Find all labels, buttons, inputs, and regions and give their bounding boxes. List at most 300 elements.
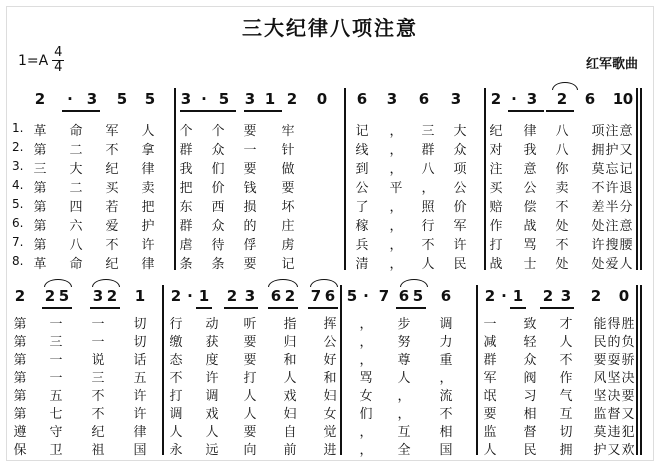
lyric-char: 轻 (523, 335, 537, 350)
lyric-char: 国 (439, 443, 453, 458)
lyric-char: 动 (205, 317, 219, 332)
lyric-char: 得 (607, 317, 621, 332)
song-credit: 红军歌曲 (585, 57, 638, 72)
lyric-char: 许 (133, 407, 147, 422)
lyric-char: 坚 (593, 389, 607, 404)
lyric-char: 腰 (619, 238, 633, 253)
lyric-char: 不 (91, 389, 105, 404)
lyric-char: 全 (397, 443, 411, 458)
lyric-char: 士 (523, 257, 537, 272)
lyric-char: 稼 (355, 219, 369, 234)
lyric-char: 调 (439, 317, 453, 332)
lyric-char: 听 (243, 317, 257, 332)
eighth-beam (180, 110, 236, 112)
note: · (187, 287, 193, 305)
lyric-char: 行 (421, 219, 435, 234)
time-bottom: 4 (54, 60, 63, 75)
lyric-char: 人 (169, 425, 183, 440)
lyric-char: 人 (559, 335, 573, 350)
lyric-char: 调 (169, 407, 183, 422)
lyric-char: 妇 (323, 389, 337, 404)
lyric-char: 二 (69, 181, 83, 196)
lyric-char: 氓 (483, 389, 497, 404)
lyric-char: 不 (439, 407, 453, 422)
note: 6 (398, 287, 410, 305)
lyric-char: 人 (283, 371, 297, 386)
lyric-char: 违 (607, 425, 621, 440)
eighth-beam (224, 307, 258, 309)
lyric-char: 价 (211, 181, 225, 196)
lyric-char: 国 (133, 443, 147, 458)
lyric-char: 习 (523, 389, 537, 404)
lyric-row (0, 439, 660, 456)
lyric-char: 一 (91, 335, 105, 350)
lyric-char: 永 (169, 443, 183, 458)
note: 2 (590, 287, 602, 305)
lyric-char: 命 (69, 124, 83, 139)
lyric-char: 打 (243, 371, 257, 386)
song-title: 三大纪律八项注意 (242, 16, 418, 40)
eighth-beam (196, 307, 212, 309)
lyric-char: 二 (69, 143, 83, 158)
eighth-beam (268, 307, 298, 309)
lyric-char: 监 (593, 407, 607, 422)
lyric-char: 人 (397, 371, 411, 386)
lyric-char: 胜 (621, 317, 635, 332)
lyric-char: 一 (91, 317, 105, 332)
lyric-char: 群 (179, 219, 193, 234)
note: · (501, 287, 507, 305)
lyric-row (0, 253, 660, 270)
lyric-char: 们 (211, 162, 225, 177)
lyric-char: 到 (355, 162, 369, 177)
lyric-char: 不 (555, 200, 569, 215)
lyric-char: 大 (453, 124, 467, 139)
lyric-char: 负 (621, 335, 635, 350)
lyric-char: 觉 (323, 425, 337, 440)
lyric-char: 要 (243, 353, 257, 368)
verse-number: 8. (12, 254, 24, 268)
lyric-char: 待 (211, 238, 225, 253)
lyric-char: 虏 (281, 238, 295, 253)
verse-number: 6. (12, 216, 24, 230)
lyric-char: 行 (169, 317, 183, 332)
lyric-char: 远 (205, 443, 219, 458)
lyric-char: 决 (607, 389, 621, 404)
lyric-char: ， (397, 407, 411, 422)
lyric-char: 犯 (621, 425, 635, 440)
verse-number: 5. (12, 197, 24, 211)
note: 0 (316, 90, 328, 108)
lyric-row (0, 385, 660, 402)
note: 5 (218, 90, 230, 108)
lyric-char: 能 (593, 317, 607, 332)
time-signature (52, 46, 64, 75)
lyric-char: 调 (205, 389, 219, 404)
lyric-char: 守 (49, 425, 63, 440)
lyric-char: 差 (591, 200, 605, 215)
lyric-char: 律 (141, 162, 155, 177)
lyric-char: 要 (593, 353, 607, 368)
note: 1 (198, 287, 210, 305)
lyric-char: 拥 (591, 143, 605, 158)
lyric-char: 和 (283, 353, 297, 368)
lyric-char: 流 (439, 389, 453, 404)
lyric-char: 自 (283, 425, 297, 440)
note: 2 (34, 90, 46, 108)
note: 3 (386, 90, 398, 108)
lyric-char: 人 (243, 407, 257, 422)
lyric-char: ， (397, 389, 411, 404)
lyric-char: 军 (483, 371, 497, 386)
lyric-row (0, 139, 660, 156)
lyric-row (0, 367, 660, 384)
lyric-char: 三 (33, 162, 47, 177)
lyric-char: 第 (13, 389, 27, 404)
lyric-char: 监 (483, 425, 497, 440)
lyric-char: 遵 (13, 425, 27, 440)
lyric-char: 我 (179, 162, 193, 177)
lyric-char: 一 (49, 317, 63, 332)
lyric-char: 不 (559, 353, 573, 368)
lyric-char: 我 (523, 143, 537, 158)
lyric-char: 打 (489, 238, 503, 253)
lyric-char: 许 (453, 238, 467, 253)
lyric-char: 的 (243, 219, 257, 234)
lyric-char: 革 (33, 124, 47, 139)
lyric-char: 缴 (169, 335, 183, 350)
lyric-char: 阀 (523, 371, 537, 386)
lyric-char: 又 (607, 443, 621, 458)
lyric-char: 保 (13, 443, 27, 458)
lyric-char: 偿 (523, 200, 537, 215)
verse-number: 2. (12, 140, 24, 154)
lyric-char: 相 (523, 407, 537, 422)
lyric-char: 骄 (621, 353, 635, 368)
lyric-char: 人 (141, 124, 155, 139)
lyric-row (0, 234, 660, 251)
lyric-char: 互 (397, 425, 411, 440)
lyric-char: 骂 (523, 238, 537, 253)
lyric-char: 第 (33, 200, 47, 215)
note: 3 (180, 90, 192, 108)
lyric-char: 致 (523, 317, 537, 332)
lyric-char: ， (421, 181, 435, 196)
lyric-char: 把 (141, 200, 155, 215)
note: 6 (440, 287, 452, 305)
lyric-char: 卫 (49, 443, 63, 458)
lyric-char: 群 (421, 143, 435, 158)
lyric-char: 五 (49, 389, 63, 404)
note: 2 (284, 287, 296, 305)
note: 5 (116, 90, 128, 108)
lyric-char: 众 (453, 143, 467, 158)
lyric-char: 力 (439, 335, 453, 350)
lyric-char: 挥 (323, 317, 337, 332)
lyric-char: 第 (33, 143, 47, 158)
lyric-char: 记 (281, 257, 295, 272)
lyric-char: ， (389, 162, 403, 177)
lyric-char: 三 (421, 124, 435, 139)
note: 1 (612, 90, 624, 108)
lyric-char: 努 (397, 335, 411, 350)
lyric-char: 又 (619, 143, 633, 158)
note: 7 (378, 287, 390, 305)
lyric-char: 照 (421, 200, 435, 215)
lyric-char: 七 (49, 407, 63, 422)
lyric-char: 前 (283, 443, 297, 458)
note: 6 (356, 90, 368, 108)
lyric-char: 你 (555, 162, 569, 177)
lyric-char: 女 (359, 389, 373, 404)
lyric-char: 祖 (91, 443, 105, 458)
lyric-char: 注 (489, 162, 503, 177)
lyric-char: 民 (453, 257, 467, 272)
verse-number: 1. (12, 121, 24, 135)
lyric-char: 许 (605, 181, 619, 196)
lyric-row (0, 158, 660, 175)
lyric-char: 一 (483, 317, 497, 332)
lyric-char: 公 (453, 181, 467, 196)
lyric-char: 人 (421, 257, 435, 272)
lyric-char: 说 (91, 353, 105, 368)
lyric-char: 一 (243, 143, 257, 158)
lyric-char: 记 (355, 124, 369, 139)
lyric-char: 五 (133, 371, 147, 386)
eighth-beam (308, 307, 338, 309)
lyric-char: 要 (243, 162, 257, 177)
lyric-char: 西 (211, 200, 225, 215)
note: 6 (270, 287, 282, 305)
lyric-char: 向 (243, 443, 257, 458)
lyric-char: 拿 (141, 143, 155, 158)
lyric-char: 要 (281, 181, 295, 196)
lyric-char: 督 (607, 407, 621, 422)
lyric-row (0, 215, 660, 232)
lyric-char: 爱 (605, 257, 619, 272)
lyric-char: 切 (133, 335, 147, 350)
lyric-char: 钱 (243, 181, 257, 196)
note: 2 (556, 90, 568, 108)
verse-number: 4. (12, 178, 24, 192)
lyric-char: 第 (13, 407, 27, 422)
lyric-char: 注 (605, 124, 619, 139)
lyric-char: 一 (49, 353, 63, 368)
lyric-char: 对 (489, 143, 503, 158)
lyric-char: 众 (211, 143, 225, 158)
lyric-char: 三 (49, 335, 63, 350)
lyric-char: 分 (619, 200, 633, 215)
note: · (363, 287, 369, 305)
lyric-char: 又 (621, 407, 635, 422)
eighth-beam (42, 307, 72, 309)
lyric-char: 许 (591, 238, 605, 253)
lyric-char: 相 (439, 425, 453, 440)
lyric-char: 才 (559, 317, 573, 332)
eighth-beam (540, 307, 574, 309)
lyric-char: 妇 (283, 407, 297, 422)
lyric-row (0, 421, 660, 438)
note: 1 (134, 287, 146, 305)
lyric-char: 纪 (105, 257, 119, 272)
lyric-char: 女 (323, 407, 337, 422)
lyric-char: 针 (281, 143, 295, 158)
lyric-char: 重 (439, 353, 453, 368)
eighth-beam (510, 307, 526, 309)
lyric-char: 注 (605, 219, 619, 234)
lyric-char: 民 (523, 443, 537, 458)
lyric-char: ， (439, 371, 453, 386)
lyric-char: 许 (133, 389, 147, 404)
note: 1 (264, 90, 276, 108)
lyric-char: 要 (243, 335, 257, 350)
lyric-char: 六 (69, 219, 83, 234)
note: · (511, 90, 517, 108)
lyric-char: 气 (559, 389, 573, 404)
lyric-char: 一 (49, 371, 63, 386)
lyric-char: 莫 (593, 425, 607, 440)
time-top: 4 (54, 45, 63, 60)
note: 2 (170, 287, 182, 305)
lyric-char: 价 (453, 200, 467, 215)
lyric-char: 作 (489, 219, 503, 234)
lyric-char: ， (359, 425, 373, 440)
note: 2 (542, 287, 554, 305)
verse-number: 3. (12, 159, 24, 173)
lyric-char: 卖 (555, 181, 569, 196)
lyric-char: 人 (205, 425, 219, 440)
lyric-char: 律 (523, 124, 537, 139)
lyric-char: 的 (607, 335, 621, 350)
lyric-char: 尊 (397, 353, 411, 368)
lyric-row (0, 313, 660, 330)
lyric-char: 爱 (105, 219, 119, 234)
lyric-char: 们 (359, 407, 373, 422)
lyric-char: 军 (105, 124, 119, 139)
lyric-char: 减 (483, 335, 497, 350)
lyric-char: 律 (133, 425, 147, 440)
lyric-row (0, 120, 660, 137)
lyric-char: 和 (323, 371, 337, 386)
lyric-char: 庄 (281, 219, 295, 234)
lyric-char: 第 (33, 219, 47, 234)
lyric-char: 线 (355, 143, 369, 158)
lyric-char: 风 (593, 371, 607, 386)
note: 1 (512, 287, 524, 305)
lyric-char: 忘 (605, 162, 619, 177)
note: 3 (86, 90, 98, 108)
lyric-char: 个 (211, 124, 225, 139)
lyric-char: 俘 (243, 238, 257, 253)
lyric-char: 许 (205, 371, 219, 386)
lyric-char: 八 (69, 238, 83, 253)
lyric-char: 民 (593, 335, 607, 350)
lyric-char: 要 (483, 407, 497, 422)
lyric-char: 不 (169, 371, 183, 386)
key-signature (18, 46, 64, 75)
lyric-char: 四 (69, 200, 83, 215)
lyric-char: 牢 (281, 124, 295, 139)
lyric-char: 平 (389, 181, 403, 196)
lyric-char: 八 (555, 124, 569, 139)
lyric-char: 了 (355, 200, 369, 215)
lyric-char: 公 (355, 181, 369, 196)
lyric-char: 处 (591, 257, 605, 272)
note: 5 (412, 287, 424, 305)
lyric-char: 处 (555, 257, 569, 272)
lyric-char: 买 (105, 181, 119, 196)
lyric-char: 买 (489, 181, 503, 196)
note: · (67, 90, 73, 108)
lyric-char: 互 (559, 407, 573, 422)
lyric-char: 处 (555, 219, 569, 234)
lyric-char: 莫 (591, 162, 605, 177)
lyric-char: 第 (13, 317, 27, 332)
lyric-row (0, 331, 660, 348)
lyric-char: 归 (283, 335, 297, 350)
lyric-char: 记 (619, 162, 633, 177)
lyric-char: 意 (523, 162, 537, 177)
lyric-char: 纪 (489, 124, 503, 139)
note-row (0, 285, 660, 307)
lyric-char: 欢 (621, 443, 635, 458)
lyric-char: ， (359, 335, 373, 350)
lyric-char: 要 (243, 124, 257, 139)
lyric-char: 获 (205, 335, 219, 350)
lyric-char: 清 (355, 257, 369, 272)
lyric-char: 条 (211, 257, 225, 272)
eighth-beam (546, 110, 574, 112)
lyric-char: 要 (243, 425, 257, 440)
lyric-char: 人 (243, 389, 257, 404)
lyric-char: ， (389, 200, 403, 215)
note-row (0, 88, 660, 110)
note: 2 (14, 287, 26, 305)
lyric-char: 态 (169, 353, 183, 368)
lyric-char: 第 (13, 371, 27, 386)
lyric-char: 不 (105, 143, 119, 158)
lyric-char: 大 (69, 162, 83, 177)
lyric-char: ， (389, 238, 403, 253)
lyric-row (0, 349, 660, 366)
note: 2 (286, 90, 298, 108)
lyric-char: ， (389, 124, 403, 139)
note: 3 (92, 287, 104, 305)
lyric-char: 不 (421, 238, 435, 253)
lyric-char: 三 (91, 371, 105, 386)
lyric-char: ， (389, 219, 403, 234)
lyric-char: 护 (141, 219, 155, 234)
lyric-char: 步 (397, 317, 411, 332)
note: 6 (584, 90, 596, 108)
note: 3 (560, 287, 572, 305)
lyric-char: 切 (559, 425, 573, 440)
note: 2 (44, 287, 56, 305)
note: 6 (324, 287, 336, 305)
note: 2 (226, 287, 238, 305)
lyric-char: 公 (523, 181, 537, 196)
lyric-char: 意 (619, 219, 633, 234)
lyric-char: ， (359, 317, 373, 332)
lyric-char: 戏 (205, 407, 219, 422)
lyric-char: 切 (133, 317, 147, 332)
lyric-char: ， (389, 257, 403, 272)
lyric-char: 战 (489, 257, 503, 272)
note: · (201, 90, 207, 108)
lyric-char: 指 (283, 317, 297, 332)
note: 0 (622, 90, 634, 108)
lyric-char: 纪 (91, 425, 105, 440)
